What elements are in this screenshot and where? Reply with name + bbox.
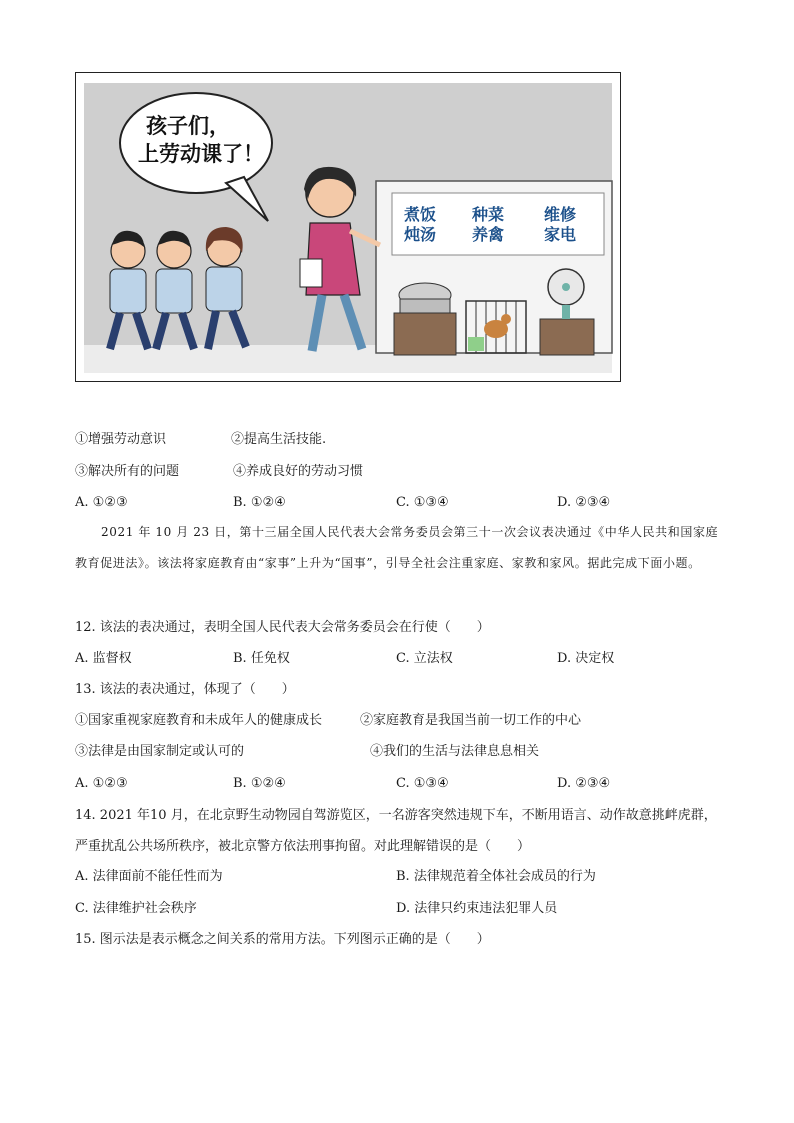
- board-repair: 维修: [544, 205, 577, 224]
- q13-option-1: ①国家重视家庭教育和未成年人的健康成长: [75, 713, 323, 728]
- law-passage: 2021 年 10 月 23 日，第十三届全国人民代表大会常务委员会第三十一次会议表决通过《中华人民共和国家庭教育促进法》。该法将家庭教育由“家事”上升为“国事”，引导全社会注重家庭、家教和家风。据此完成下面小题。: [75, 525, 719, 570]
- board-raise-poultry: 养禽: [472, 225, 505, 244]
- q12-choice-a: A. 监督权: [75, 651, 132, 666]
- q13-option-2: ②家庭教育是我国当前一切工作的中心: [360, 713, 582, 728]
- q13-stem: 13. 该法的表决通过，体现了（ ）: [75, 682, 295, 697]
- q12-stem: 12. 该法的表决通过，表明全国人民代表大会常务委员会在行使（ ）: [75, 620, 490, 635]
- bubble-line-2: 上劳动课了！: [138, 142, 264, 166]
- q11-choice-b: B. ①②④: [233, 495, 286, 510]
- board-cook-rice: 煮饭: [404, 205, 437, 224]
- q11-option-1: ①增强劳动意识: [75, 432, 167, 447]
- q14-stem: 14. 2021 年10 月，在北京野生动物园自驾游览区，一名游客突然违规下车，不断用语言、动作故意挑衅虎群，严重扰乱公共场所秩序，被北京警方依法刑事拘留。对此理解错误的是（ ）: [75, 808, 717, 854]
- q14-choice-c: C. 法律维护社会秩序: [75, 901, 197, 916]
- q12-choice-d: D. 决定权: [557, 651, 615, 666]
- q11-choice-c: C. ①③④: [396, 495, 449, 510]
- q11-choice-a: A. ①②③: [75, 495, 128, 510]
- board-stew-soup: 炖汤: [404, 225, 437, 244]
- q13-choice-b: B. ①②④: [233, 776, 286, 791]
- bubble-line-1: 孩子们，: [146, 114, 230, 138]
- q11-option-2: ②提高生活技能.: [231, 432, 327, 447]
- board-appliance: 家电: [544, 225, 577, 244]
- q11-choice-d: D. ②③④: [557, 495, 611, 510]
- q13-choice-c: C. ①③④: [396, 776, 449, 791]
- q14-choice-d: D. 法律只约束违法犯罪人员: [396, 901, 558, 916]
- cartoon-illustration: [75, 72, 621, 382]
- q13-choice-d: D. ②③④: [557, 776, 611, 791]
- q11-option-4: ④养成良好的劳动习惯: [233, 464, 364, 479]
- board-grow-veg: 种菜: [472, 205, 505, 224]
- q13-option-4: ④我们的生活与法律息息相关: [370, 744, 540, 759]
- q14-choice-a: A. 法律面前不能任性而为: [75, 869, 223, 884]
- q15-stem: 15. 图示法是表示概念之间关系的常用方法。下列图示正确的是（ ）: [75, 932, 490, 947]
- q12-choice-b: B. 任免权: [233, 651, 290, 666]
- q13-option-3: ③法律是由国家制定或认可的: [75, 744, 245, 759]
- q11-option-3: ③解决所有的问题: [75, 464, 180, 479]
- q13-choice-a: A. ①②③: [75, 776, 128, 791]
- q14-choice-b: B. 法律规范着全体社会成员的行为: [396, 869, 596, 884]
- q12-choice-c: C. 立法权: [396, 651, 453, 666]
